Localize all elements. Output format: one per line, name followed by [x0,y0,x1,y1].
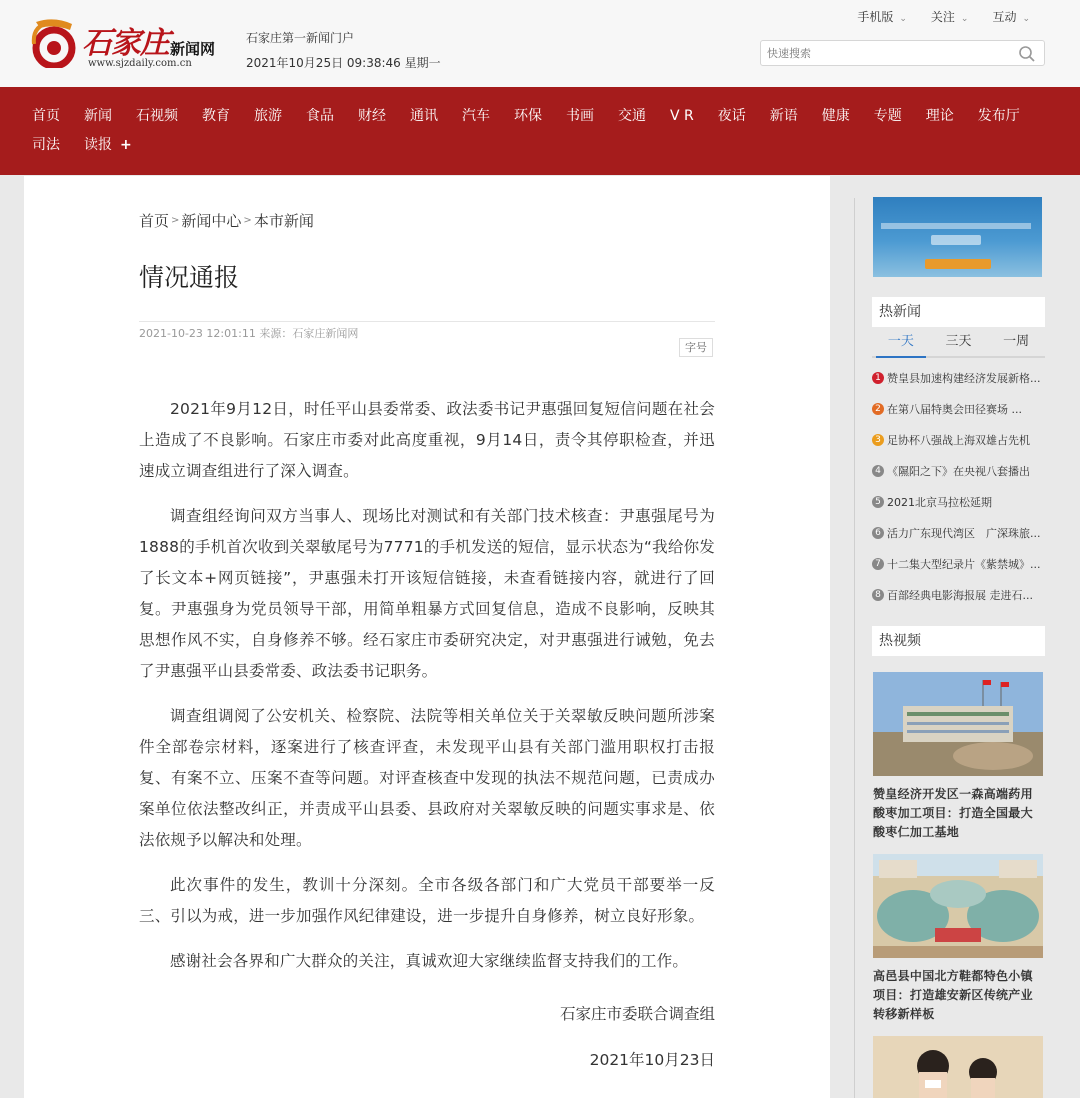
logo-suffix: 新闻网 [170,40,216,58]
hot-news-item[interactable] [872,517,1047,548]
article-paragraph: 调查组经询问双方当事人、现场比对测试和有关部门技术核查：尹惠强尾号为1888的手机首次收到关翠敏尾号为7771的手机发送的短信，显示状态为“我给你发了长文本+网页链接”，尹惠强未打开该短信链接，未查看链接内容，就进行了回复。尹惠强身为党员领导干部，用简单粗暴方式回复信息，造成不良影响，反映其思想作风不实，自身修养不够。经石家庄市委研究决定，对尹惠强进行诫勉，免去了尹惠强平山县委常委、政法委书记职务。 [139,507,715,680]
rank-badge: 5 [872,496,884,508]
nav-item-press-hall[interactable]: 发布厅 [977,108,1020,124]
chevron-down-icon: ⌄ [899,14,907,24]
nav-row-primary [20,105,1032,127]
chevron-down-icon: ⌄ [1022,14,1030,24]
search-icon[interactable] [1018,45,1036,63]
ad-banner-graphic [931,235,981,245]
article-panel [24,176,830,1098]
breadcrumb-local-news[interactable]: 本市新闻 [253,212,314,230]
nav-item-food[interactable]: 食品 [306,108,334,124]
tab-one-day[interactable]: 一天 [872,330,930,356]
article-paragraph: 此次事件的发生，教训十分深刻。全市各级各部门和广大党员干部要举一反三、引以为戒，进一步加强作风纪律建设，进一步提升自身修养，树立良好形象。 [139,876,715,925]
hot-news-tabs [872,330,1045,358]
article-date: 2021年10月23日 [589,1051,715,1069]
hot-news-item[interactable] [872,393,1047,424]
logo-swirl-icon [30,16,78,68]
interact-link[interactable] [992,8,1030,25]
hot-news-item[interactable] [872,486,1047,517]
rank-badge: 6 [872,527,884,539]
mobile-version-label: 手机版 [857,10,894,24]
nav-item-vr[interactable]: V R [670,108,694,124]
nav-item-night-talk[interactable]: 夜话 [717,108,746,124]
search-input[interactable] [767,44,1007,62]
ad-banner-button [925,259,991,269]
breadcrumb-news-center[interactable]: 新闻中心 [181,212,242,230]
breadcrumb-home[interactable]: 首页 [139,212,170,230]
nav-item-topics[interactable]: 专题 [873,108,902,124]
nav-item-environment[interactable]: 环保 [514,108,542,124]
nav-item-video[interactable]: 石视频 [136,108,178,124]
logo-title: 石家庄 [82,26,169,61]
hot-news-title: 《隰阳之下》在央视八套播出 [887,464,1030,478]
hot-news-heading: 热新闻 [872,297,1045,327]
nav-item-theory[interactable]: 理论 [925,108,954,124]
search-box [760,40,1045,66]
breadcrumb [139,210,314,231]
nav-item-travel[interactable]: 旅游 [254,108,282,124]
follow-label: 关注 [930,10,955,24]
hot-news-item[interactable] [872,548,1047,579]
nav-item-read-paper[interactable] [72,134,144,156]
site-logo[interactable] [30,16,230,72]
nav-item-news[interactable]: 新闻 [84,108,112,124]
hot-news-title: 百部经典电影海报展 走进石... [887,588,1033,602]
hot-news-item[interactable] [872,424,1047,455]
breadcrumb-separator: > [243,215,252,226]
site-slogan: 石家庄第一新闻门户 [246,31,355,45]
main-nav [0,87,1080,175]
mobile-version-link[interactable] [857,8,907,25]
ad-banner-graphic [881,223,1031,229]
rank-badge: 8 [872,589,884,601]
site-header [0,0,1080,87]
rank-badge: 7 [872,558,884,570]
title-divider [139,321,715,322]
tab-three-days[interactable]: 三天 [945,334,972,349]
hot-news-title: 赞皇县加速构建经济发展新格... [887,371,1041,385]
ad-banner[interactable] [873,197,1042,277]
current-datetime: 2021年10月25日 09:38:46 星期一 [246,56,441,70]
article-meta: 2021-10-23 12:01:11 来源：石家庄新闻网 [139,327,359,340]
nav-item-health[interactable]: 健康 [821,108,850,124]
rank-badge: 3 [872,434,884,446]
chevron-down-icon: ⌄ [960,14,969,24]
nav-item-new-words[interactable]: 新语 [769,108,798,124]
hot-news-list [872,362,1047,610]
video-title: 高邑县中国北方鞋都特色小镇项目：打造雄安新区传统产业转移新样板 [873,969,1033,1021]
nav-item-home[interactable]: 首页 [32,108,60,124]
article-title: 情况通报 [139,263,240,292]
video-card[interactable] [873,1036,1043,1098]
top-links [857,8,1030,25]
follow-link[interactable] [931,8,969,25]
tab-one-week[interactable]: 一周 [1003,334,1030,349]
article-paragraph: 2021年9月12日，时任平山县委常委、政法委书记尹惠强回复短信问题在社会上造成了不良影响。石家庄市委对此高度重视，9月14日，责令其停职检查，并迅速成立调查组进行了深入调查。 [139,400,715,480]
nav-item-auto[interactable]: 汽车 [462,108,490,124]
article-paragraph: 调查组调阅了公安机关、检察院、法院等相关单位关于关翠敏反映问题所涉案件全部卷宗材料，逐案进行了核查评查，未发现平山县有关部门滥用职权打击报复、有案不立、压案不查等问题。对评查核查中发现的执法不规范问题，已责成办案单位依法整改纠正，并责成平山县委、县政府对关翠敏反映的问题实事求是、依法依规予以解决和处理。 [139,707,715,849]
hot-news-item[interactable] [872,579,1047,610]
rank-badge: 4 [872,465,884,477]
nav-item-traffic[interactable]: 交通 [618,108,646,124]
video-thumbnail [873,672,1043,776]
video-thumbnail [873,1036,1043,1098]
hot-news-title: 十二集大型纪录片《紫禁城》... [887,557,1041,571]
font-size-button[interactable]: 字号 [679,338,713,357]
nav-item-education[interactable]: 教育 [202,108,230,124]
hot-video-heading: 热视频 [872,626,1045,656]
nav-item-finance[interactable]: 财经 [358,108,386,124]
nav-item-judiciary[interactable]: 司法 [32,137,60,153]
nav-item-telecom[interactable]: 通讯 [410,108,438,124]
expand-plus-icon: + [120,137,132,153]
rank-badge: 2 [872,403,884,415]
interact-label: 互动 [992,10,1017,24]
hot-news-item[interactable] [872,455,1047,486]
hot-news-item[interactable] [872,362,1047,393]
hot-news-title: 2021北京马拉松延期 [887,495,992,509]
video-title: 赞皇经济开发区一森高端药用酸枣加工项目：打造全国最大酸枣仁加工基地 [873,787,1033,839]
hot-news-title: 足协杯八强战上海双雄占先机 [887,433,1030,447]
article-signature: 石家庄市委联合调查组 [559,1005,715,1023]
article-paragraph: 感谢社会各界和广大群众的关注，真诚欢迎大家继续监督支持我们的工作。 [170,952,689,970]
video-thumbnail [873,854,1043,958]
video-card[interactable] [873,854,1043,1024]
logo-url: www.sjzdaily.com.cn [88,58,192,69]
rank-badge: 1 [872,372,884,384]
sidebar-divider [854,198,855,1098]
hot-news-title: 在第八届特奥会田径赛场 ... [887,402,1022,416]
breadcrumb-separator: > [171,215,180,226]
article-body [139,394,715,991]
nav-row-secondary [20,134,144,156]
hot-news-title: 活力广东现代湾区 广深珠旅... [887,526,1041,540]
nav-item-calligraphy[interactable]: 书画 [566,108,594,124]
nav-item-read-paper-label: 读报 [84,137,112,153]
video-card[interactable] [873,672,1043,842]
